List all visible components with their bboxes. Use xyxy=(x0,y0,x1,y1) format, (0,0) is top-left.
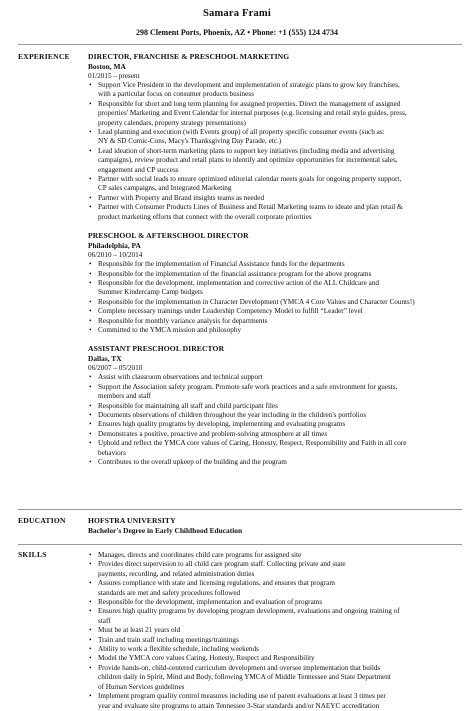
job-dates: 01/2015 – present xyxy=(88,71,140,80)
list-item xyxy=(88,458,460,467)
list-item-line: Responsible for short and long term planning for assigned properties. Direct the management of assigned xyxy=(98,99,401,108)
bullet-icon: • xyxy=(89,579,92,588)
list-item-line: CP sales campaigns, and Integrated Marketing xyxy=(98,184,232,193)
list-item-line: Lead ideation of short-term marketing plans to support key initiatives (including media and advertising xyxy=(98,146,395,155)
skills-heading: SKILLS xyxy=(18,550,47,559)
bullet-icon: • xyxy=(89,260,92,269)
bullet-icon: • xyxy=(89,458,92,466)
bullet-icon: • xyxy=(89,635,92,644)
list-item xyxy=(88,270,460,279)
list-item-line: of Human Services guidelines xyxy=(98,682,185,691)
list-item xyxy=(88,598,460,607)
bullet-icon: • xyxy=(89,278,92,287)
bullet-icon: • xyxy=(89,429,92,438)
bullet-icon: • xyxy=(89,99,92,108)
job-location: Boston, MA xyxy=(88,62,126,71)
job-bullets xyxy=(88,81,460,222)
list-item-line: Ensures high quality programs by developing, implementing and evaluating programs xyxy=(98,420,346,429)
job-bullets xyxy=(88,260,460,335)
list-item-line: Ensures high quality programs by developing program development, evaluations and ongoing training of xyxy=(98,607,400,616)
list-item xyxy=(88,194,460,203)
job-dates: 06/2010 – 10/2014 xyxy=(88,250,143,259)
list-item-line: Responsible for maintaining all staff and child participant files xyxy=(98,401,278,410)
list-item xyxy=(88,411,460,420)
list-item-line: Implement program quality control measures including use of parent evaluations at least 3 times per xyxy=(98,692,386,701)
bullet-icon: • xyxy=(89,598,92,607)
bullet-icon: • xyxy=(89,439,92,448)
bullet-icon: • xyxy=(89,401,92,410)
bullet-icon: • xyxy=(89,146,92,155)
list-item-line: Committed to the YMCA mission and philosophy xyxy=(98,325,242,334)
list-item-line: Assures compliance with state and licensing regulations, and ensures that program xyxy=(98,579,335,588)
list-item xyxy=(88,645,460,654)
divider xyxy=(18,544,462,545)
list-item-line: Responsible for the development, implementation and corrective action of the ALL Childcare and xyxy=(98,278,379,287)
list-item-line: Partner with Property and Brand insights teams as needed xyxy=(98,193,265,202)
list-item xyxy=(88,260,460,269)
list-item xyxy=(88,175,460,194)
list-item-line: property calendars, property strategy presentations) xyxy=(98,118,246,127)
list-item-line: staff xyxy=(98,616,111,625)
list-item-line: Provides direct supervision to all child care program staff. Collecting private and state xyxy=(98,560,346,569)
job-location: Dallas, TX xyxy=(88,354,122,364)
contact-line: 298 Clement Ports, Phoenix, AZ • Phone: +1 (555) 124 4734 xyxy=(135,28,338,37)
job-dates: 06/2007 – 05/2010 xyxy=(88,363,143,372)
bullet-icon: • xyxy=(89,692,92,701)
bullet-icon: • xyxy=(89,203,92,212)
list-item xyxy=(88,579,460,598)
job-bullets xyxy=(88,373,460,467)
list-item xyxy=(88,636,460,645)
list-item-line: Responsible for the implementation in Character Development (YMCA 4 Core Values and Character Counts!) xyxy=(98,297,415,306)
bullet-icon: • xyxy=(89,128,92,137)
job-entry xyxy=(88,344,460,467)
list-item xyxy=(88,147,460,175)
list-item xyxy=(88,307,460,316)
candidate-name: Samara Frami xyxy=(202,8,271,19)
list-item xyxy=(88,203,460,222)
job-title: DIRECTOR, FRANCHISE & PRESCHOOL MARKETING xyxy=(88,52,290,61)
list-item xyxy=(88,626,460,635)
list-item-line: Responsible for the implementation of Financial Assistance funds for the departments xyxy=(98,260,345,269)
list-item-line: product marketing efforts that connect with the overall corporate priorities xyxy=(98,212,312,221)
list-item-line: Model the YMCA core values Caring, Honesty, Respect and Responsibility xyxy=(98,654,315,663)
list-item-line: campaigns), review product and retail plans to identify and optimize opportunities for incremental sales, xyxy=(98,156,398,165)
list-item-line: Support Vice President in the development and implementation of strategic plans to grow key franchises, xyxy=(98,81,400,89)
list-item-line: Documents observations of children throughout the year including in the children's portfolios xyxy=(98,410,367,419)
list-item-line: NY & SD Comic-Cons, Macy's Thanksgiving Day Parade, etc.) xyxy=(98,137,282,146)
job-entry xyxy=(88,231,460,335)
experience-heading: EXPERIENCE xyxy=(18,52,70,61)
list-item xyxy=(88,430,460,439)
list-item xyxy=(88,692,460,711)
bullet-icon: • xyxy=(89,175,92,184)
list-item-line: children daily in Spirit, Mind and Body, following YMCA of Middle Tennessee and State Department xyxy=(98,673,391,682)
list-item xyxy=(88,81,460,100)
divider xyxy=(18,509,462,510)
job-location: Philadelphia, PA xyxy=(88,241,141,251)
list-item-line: standards are met and safety procedures followed xyxy=(98,588,241,597)
list-item-line: Must be at least 21 years old xyxy=(98,626,181,635)
divider xyxy=(18,44,462,45)
bullet-icon: • xyxy=(89,410,92,419)
list-item-line: members and staff xyxy=(98,392,151,401)
skills-section xyxy=(88,551,460,711)
bullet-icon: • xyxy=(89,269,92,278)
bullet-icon: • xyxy=(89,654,92,663)
bullet-icon: • xyxy=(89,420,92,429)
list-item xyxy=(88,326,460,335)
list-item-line: Responsible for monthly variance analysis for departments xyxy=(98,316,268,325)
bullet-icon: • xyxy=(89,81,92,89)
job-title: ASSISTANT PRESCHOOL DIRECTOR xyxy=(88,344,225,354)
list-item-line: Complete necessary trainings under Leadership Competency Model to fulfill “Leader” level xyxy=(98,307,363,316)
list-item xyxy=(88,298,460,307)
list-item-line: Manages, directs and coordinates child care programs for assigned site xyxy=(98,551,302,559)
bullet-icon: • xyxy=(89,325,92,334)
list-item xyxy=(88,402,460,411)
bullet-icon: • xyxy=(89,382,92,391)
list-item xyxy=(88,551,460,560)
list-item-line: properties' Marketing and Event Calendar for internal purposes (e.g. licensing and retail style guides, press, xyxy=(98,109,407,118)
school-name: HOFSTRA UNIVERSITY xyxy=(88,516,176,525)
list-item xyxy=(88,317,460,326)
bullet-icon: • xyxy=(89,626,92,635)
list-item-line: engagement and CP success xyxy=(98,165,179,174)
list-item xyxy=(88,420,460,429)
list-item-line: Assist with classroom observations and technical support xyxy=(98,373,263,382)
list-item-line: Uphold and reflect the YMCA core values of Caring, Honesty, Respect, Responsibility and Faith in all core xyxy=(98,439,407,448)
bullet-icon: • xyxy=(89,373,92,382)
bullet-icon: • xyxy=(89,297,92,306)
list-item-line: Partner with Consumer Products Lines of Business and Retail Marketing teams to ideate and plan retail & xyxy=(98,203,403,212)
list-item-line: Train and train staff including meetings/trainings xyxy=(98,635,239,644)
bullet-icon: • xyxy=(89,607,92,616)
list-item xyxy=(88,439,460,458)
degree: Bachelor's Degree in Early Childhood Education xyxy=(88,526,243,535)
bullet-icon: • xyxy=(89,307,92,316)
list-item-line: payments, recording, and related administration duties xyxy=(98,569,255,578)
list-item xyxy=(88,607,460,626)
list-item xyxy=(88,128,460,147)
list-item-line: Provide hands-on, child-centered curriculum development and oversee implementation that builds xyxy=(98,663,381,672)
list-item-line: Ability to work a flexible schedule, including weekends xyxy=(98,645,259,654)
list-item-line: Contributes to the overall upkeep of the building and the program xyxy=(98,458,287,466)
experience-section xyxy=(88,52,460,467)
list-item xyxy=(88,560,460,579)
skills-list xyxy=(88,551,460,711)
education-section xyxy=(88,516,460,536)
list-item xyxy=(88,373,460,382)
bullet-icon: • xyxy=(89,316,92,325)
list-item xyxy=(88,279,460,298)
list-item-line: year and evaluate site programs to attain Tennessee 3-Star standards and/or NAEYC accreditation xyxy=(98,701,380,710)
list-item-line: Partner with social leads to ensure optimized editorial calendar meets goals for ongoing property support, xyxy=(98,175,402,184)
list-item-line: Support the Association safety program. Promote safe work practices and a safe environment for guests, xyxy=(98,382,398,391)
list-item xyxy=(88,100,460,128)
bullet-icon: • xyxy=(89,663,92,672)
bullet-icon: • xyxy=(89,551,92,559)
list-item xyxy=(88,654,460,663)
job-entry xyxy=(88,52,460,222)
education-heading: EDUCATION xyxy=(18,516,66,525)
list-item-line: Responsible for the development, implementation and evaluation of programs xyxy=(98,598,323,607)
list-item-line: Summer Kindercamp Camp budgets xyxy=(98,288,203,297)
list-item-line: Responsible for the implementation of the financial assistance program for the above programs xyxy=(98,269,372,278)
list-item xyxy=(88,383,460,402)
bullet-icon: • xyxy=(89,193,92,202)
bullet-icon: • xyxy=(89,645,92,654)
list-item-line: Demonstrates a positive, proactive and problem-solving atmosphere at all times xyxy=(98,429,328,438)
bullet-icon: • xyxy=(89,560,92,569)
job-title: PRESCHOOL & AFTERSCHOOL DIRECTOR xyxy=(88,231,249,241)
list-item-line: behaviors xyxy=(98,448,126,457)
list-item-line: with a particular focus on consumer products business xyxy=(98,90,254,99)
list-item-line: Lead planning and execution (with Events group) of all property specific consumer events (such as: xyxy=(98,128,385,137)
list-item xyxy=(88,664,460,692)
